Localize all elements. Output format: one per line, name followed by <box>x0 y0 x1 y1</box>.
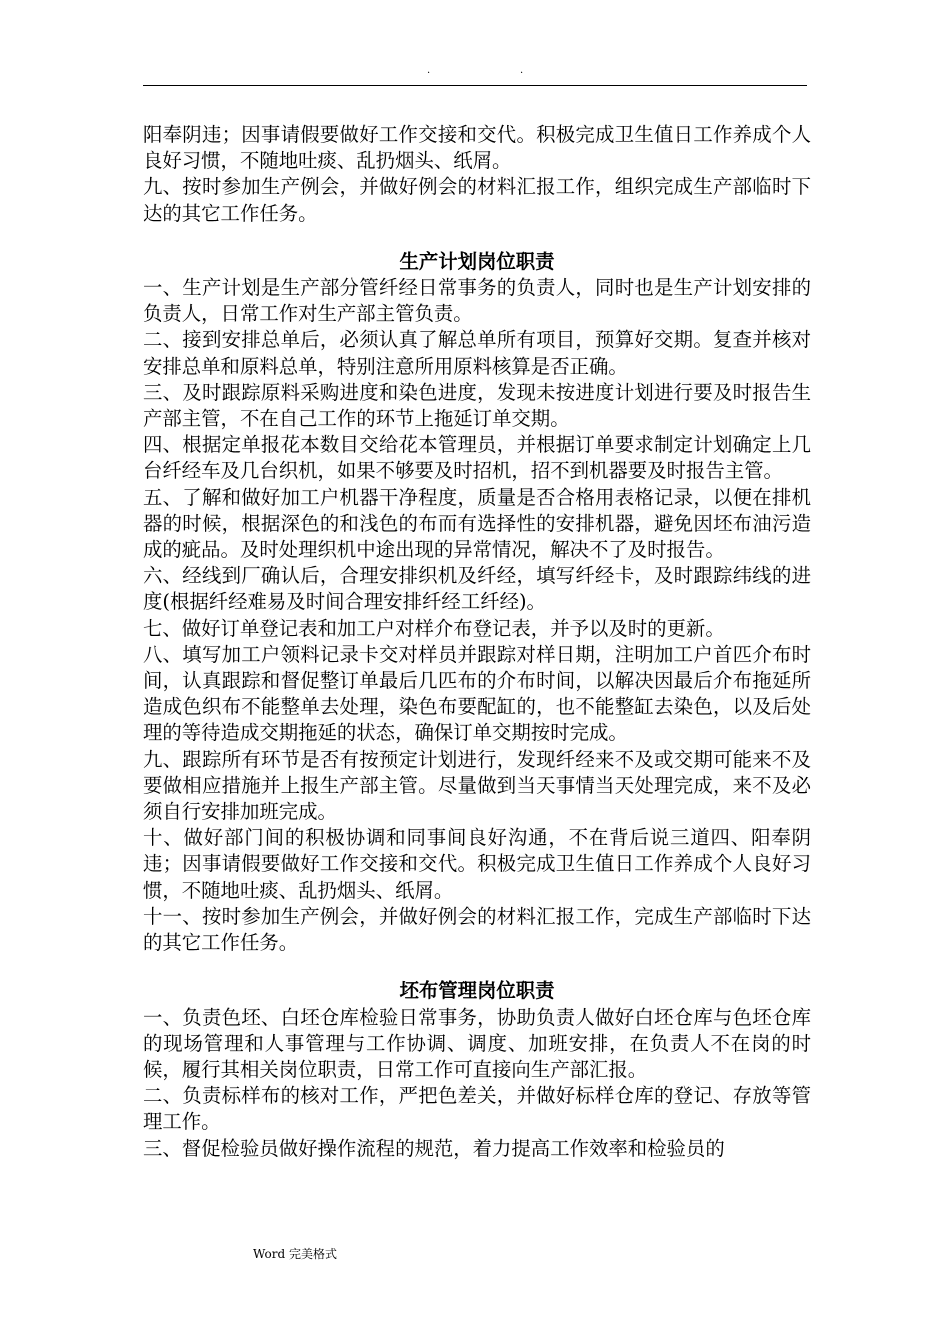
section1-paragraph: 七、做好订单登记表和加工户对样介布登记表，并予以及时的更新。 <box>143 616 725 640</box>
section1-paragraph: 十、做好部门间的积极协调和同事间良好沟通，不在背后说三道四、阳奉阴违；因事请假要做好工作交接和交代。积极完成卫生值日工作养成个人良好习惯，不随地吐痰、乱扔烟头、纸屑。 <box>143 826 811 902</box>
section1-paragraph: 三、及时跟踪原料采购进度和染色进度，发现未按进度计划进行要及时报告生产部主管，不在自己工作的环节上拖延订单交期。 <box>143 380 811 431</box>
section-title-greige-management: 坯布管理岗位职责 <box>399 979 555 1003</box>
section1-paragraph: 十一、按时参加生产例会，并做好例会的材料汇报工作，完成生产部临时下达的其它工作任务。 <box>143 904 811 955</box>
section1-paragraph: 九、跟踪所有环节是否有按预定计划进行，发现纤经来不及或交期可能来不及要做相应措施并上报生产部主管。尽量做到当天事情当天处理完成，来不及必须自行安排加班完成。 <box>143 747 811 824</box>
section1-paragraph: 二、接到安排总单后，必须认真了解总单所有项目，预算好交期。复查并核对安排总单和原料总单，特别注意所用原料核算是否正确。 <box>143 328 811 378</box>
section2-paragraph: 一、负责色坯、白坯仓库检验日常事务，协助负责人做好白坯仓库与色坯仓库的现场管理和人事管理与工作协调、调度、加班安排，在负责人不在岗的时候，履行其相关岗位职责，日常工作可直接向生产部汇报。 <box>143 1005 811 1081</box>
section2-paragraph: 二、负责标样布的核对工作，严把色差关，并做好标样仓库的登记、存放等管理工作。 <box>143 1084 811 1134</box>
section1-paragraph: 五、了解和做好加工户机器干净程度，质量是否合格用表格记录，以便在排机器的时候，根据深色的和浅色的布而有选择性的安排机器，避免因坯布油污造成的疵品。及时处理织机中途出现的异常情况，解决不了及时报告。 <box>143 485 811 562</box>
header-dot-right: . <box>520 65 524 76</box>
header-rule <box>143 85 807 86</box>
section1-paragraph: 八、填写加工户领料记录卡交对样员并跟踪对样日期，注明加工户首匹介布时间，认真跟踪和督促整订单最后几匹布的介布时间，以解决因最后介布拖延所造成色织布不能整单去处理，染色布要配缸的，也不能整缸去染色，以及后处理的等待造成交期拖延的状态，确保订单交期按时完成。 <box>143 642 811 745</box>
section2-paragraph: 三、督促检验员做好操作流程的规范，着力提高工作效率和检验员的 <box>143 1136 725 1160</box>
section-title-production-planning: 生产计划岗位职责 <box>399 249 555 273</box>
footer-label: Word 完美格式 <box>253 1247 337 1261</box>
section1-paragraph: 四、根据定单报花本数目交给花本管理员，并根据订单要求制定计划确定上几台纤经车及几台织机，如果不够要及时招机，招不到机器要及时报告主管。 <box>143 433 811 483</box>
document-body <box>143 122 811 1162</box>
intro-paragraph: 阳奉阴违；因事请假要做好工作交接和交代。积极完成卫生值日工作养成个人良好习惯，不随地吐痰、乱扔烟头、纸屑。 <box>143 123 811 173</box>
header-dot-left: . <box>427 65 431 76</box>
section1-paragraph: 六、经线到厂确认后，合理安排织机及纤经，填写纤经卡，及时跟踪纬线的进度(根据纤经难易及时间合理安排纤经工纤经)。 <box>143 564 811 614</box>
header-dots <box>0 66 950 80</box>
section1-paragraph: 一、生产计划是生产部分管纤经日常事务的负责人，同时也是生产计划安排的负责人，日常工作对生产部主管负责。 <box>143 276 811 326</box>
intro-paragraph: 九、按时参加生产例会，并做好例会的材料汇报工作，组织完成生产部临时下达的其它工作任务。 <box>143 175 811 225</box>
